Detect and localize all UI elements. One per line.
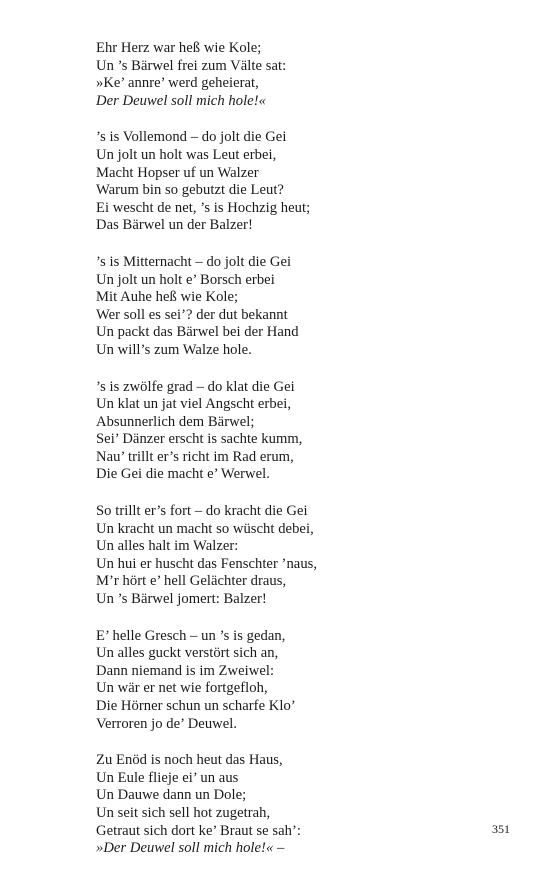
poem-line: Die Gei die macht e’ Werwel. xyxy=(96,466,270,483)
poem-line: ’s is Mitternacht – do jolt die Gei xyxy=(96,253,292,270)
poem-line: Un kracht un macht so wüscht debei, xyxy=(96,520,314,537)
stanza xyxy=(96,752,516,858)
poem-line: Un Eule flieje ei’ un aus xyxy=(96,769,239,786)
poem-line: Zu Enöd is noch heut das Haus, xyxy=(96,752,283,769)
stanza xyxy=(96,379,516,485)
poem-line: Un will’s zum Walze hole. xyxy=(96,341,252,358)
poem-line: Un alles halt im Walzer: xyxy=(96,538,239,555)
poem-line: Un wär er net wie fortgefloh, xyxy=(96,680,268,697)
poem-line: Wer soll es sei’? der dut bekannt xyxy=(96,306,288,323)
poem-line: Un Dauwe dann un Dole; xyxy=(96,787,247,804)
poem-line: Ei wescht de net, ’s is Hochzig heut; xyxy=(96,199,311,216)
poem-line: Getraut sich dort ke’ Braut se sah’: xyxy=(96,822,301,839)
poem-line: Un hui er huscht das Fenschter ’naus, xyxy=(96,555,318,572)
poem-line: Nau’ trillt er’s richt im Rad erum, xyxy=(96,448,294,465)
poem-line: »Ke’ annre’ werd geheierat, xyxy=(96,75,259,92)
poem-line: Die Hörner schun un scharfe Klo’ xyxy=(96,698,296,714)
poem-line: Un seit sich sell hot zugetrah, xyxy=(96,804,271,821)
poem-line: Dann niemand is im Zweiwel: xyxy=(96,662,275,679)
stanza xyxy=(96,254,516,360)
poem-line: Un ’s Bärwel jomert: Balzer! xyxy=(96,591,267,608)
poem-line: Das Bärwel un der Balzer! xyxy=(96,217,253,234)
poem-line: Der Deuwel soll mich hole!« xyxy=(96,92,266,109)
poem-line: Un jolt un holt was Leut erbei, xyxy=(96,146,277,163)
page-number: 351 xyxy=(492,822,510,836)
poem-line: ’s is zwölfe grad – do klat die Gei xyxy=(96,378,295,395)
poem-line: Ehr Herz war heß wie Kole; xyxy=(96,40,262,56)
poem-line: Un packt das Bärwel bei der Hand xyxy=(96,324,299,341)
stanza xyxy=(96,40,516,110)
poem-line: Mit Auhe heß wie Kole; xyxy=(96,289,239,306)
poem-line: So trillt er’s fort – do kracht die Gei xyxy=(96,503,308,520)
poem-line: ’s is Vollemond – do jolt die Gei xyxy=(96,129,287,146)
poem-line: Sei’ Dänzer erscht is sachte kumm, xyxy=(96,431,303,448)
poem-line: M’r hört e’ hell Gelächter draus, xyxy=(96,573,287,590)
poem-line: Un alles guckt verstört sich an, xyxy=(96,645,279,662)
stanza xyxy=(96,129,516,235)
poem-line: Un klat un jat viel Angscht erbei, xyxy=(96,396,292,413)
poem-body xyxy=(96,40,516,877)
poem-line: Macht Hopser uf un Walzer xyxy=(96,164,259,181)
poem-line: »Der Deuwel soll mich hole!« – xyxy=(96,840,285,857)
poem-line: Un ’s Bärwel frei zum Välte sat: xyxy=(96,57,287,74)
stanza xyxy=(96,628,516,734)
stanza xyxy=(96,503,516,609)
poem-line: Verroren jo de’ Deuwel. xyxy=(96,715,238,732)
poem-line: E’ helle Gresch – un ’s is gedan, xyxy=(96,627,286,644)
poem-line: Warum bin so gebutzt die Leut? xyxy=(96,182,284,199)
poem-line: Un jolt un holt e’ Borsch erbei xyxy=(96,271,275,288)
poem-line: Absunnerlich dem Bärwel; xyxy=(96,413,255,430)
